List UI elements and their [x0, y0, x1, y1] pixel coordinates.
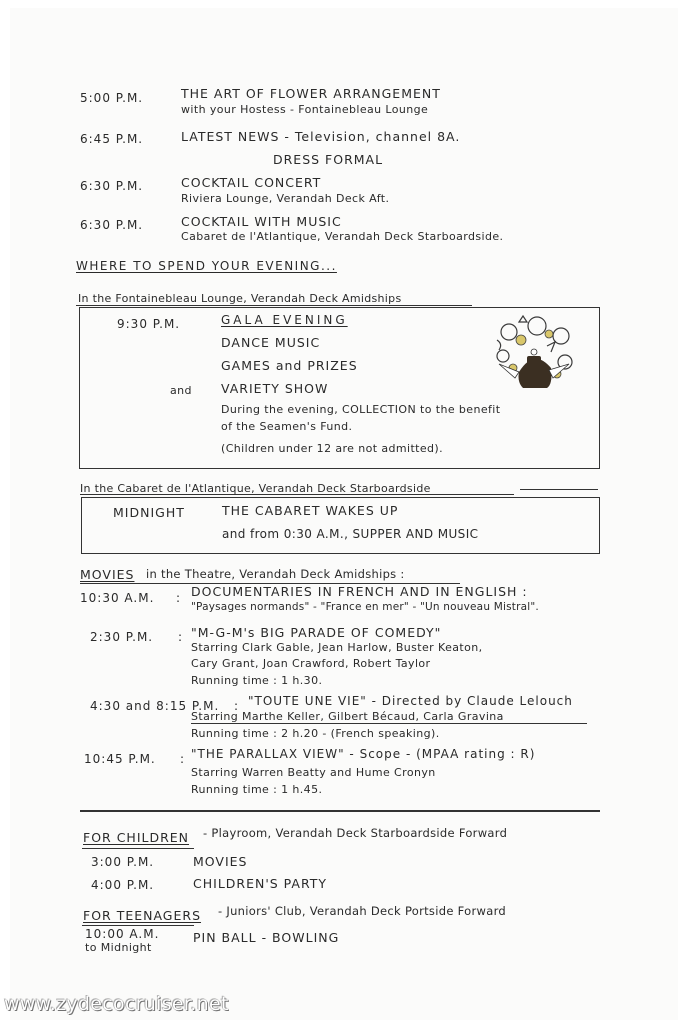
gala-illustration	[489, 312, 579, 394]
gala-and: and	[170, 384, 192, 397]
movie-title: "TOUTE UNE VIE" - Directed by Claude Lelouch	[248, 694, 573, 708]
program-time: 6:45 P.M.	[80, 132, 144, 146]
watermark-text: www.zydecocruiser.net	[4, 993, 229, 1015]
gala-note: of the Seamen's Fund.	[221, 420, 353, 433]
movie-detail: Starring Clark Gable, Jean Harlow, Buster Keaton,	[191, 641, 483, 654]
movie-colon: :	[176, 591, 181, 605]
location-rule	[80, 494, 514, 495]
children-activity: MOVIES	[193, 854, 248, 869]
movie-colon: :	[178, 630, 183, 644]
children-time: 3:00 P.M.	[91, 855, 155, 869]
location-rule	[520, 489, 598, 490]
gala-time: 9:30 P.M.	[117, 317, 181, 331]
teenagers-rule	[82, 925, 194, 926]
program-time: 6:30 P.M.	[80, 179, 144, 193]
movie-detail: Starring Marthe Keller, Gilbert Bécaud, Carla Gravina	[191, 710, 504, 723]
movie-time: 2:30 P.M.	[90, 630, 154, 644]
movie-time: 10:45 P.M.	[84, 752, 156, 766]
children-label: FOR CHILDREN	[83, 830, 190, 845]
movie-title: "THE PARALLAX VIEW" - Scope - (MPAA rating : R)	[191, 747, 536, 761]
movie-title: "M-G-M's BIG PARADE OF COMEDY"	[191, 625, 442, 640]
gala-note: (Children under 12 are not admitted).	[221, 442, 444, 455]
dress-code: DRESS FORMAL	[273, 152, 384, 167]
movies-label: MOVIES	[80, 567, 135, 582]
children-activity: CHILDREN'S PARTY	[193, 876, 328, 891]
movie-title: DOCUMENTARIES IN FRENCH AND IN ENGLISH :	[191, 584, 528, 599]
gala-item: GAMES and PRIZES	[221, 358, 358, 373]
teenagers-time: 10:00 A.M.	[85, 927, 160, 941]
teenagers-label: FOR TEENAGERS	[83, 908, 202, 923]
program-title: THE ART OF FLOWER ARRANGEMENT	[181, 86, 441, 101]
program-time: 5:00 P.M.	[80, 91, 144, 105]
movie-detail: Running time : 1 h.45.	[191, 783, 323, 796]
movie-detail: Running time : 2 h.20 - (French speaking).	[191, 727, 440, 740]
movie-detail: Cary Grant, Joan Crawford, Robert Taylor	[191, 657, 431, 670]
movies-location: in the Theatre, Verandah Deck Amidships :	[146, 567, 405, 581]
program-title: LATEST NEWS - Television, channel 8A.	[181, 129, 461, 144]
movie-detail: "Paysages normands" - "France en mer" - "Un nouveau Mistral".	[191, 601, 539, 613]
teenagers-activity: PIN BALL - BOWLING	[193, 930, 340, 945]
evening-heading: WHERE TO SPEND YOUR EVENING...	[76, 259, 337, 273]
program-detail: with your Hostess - Fontainebleau Lounge	[181, 103, 429, 116]
gala-item: VARIETY SHOW	[221, 381, 329, 396]
lounge-location: In the Fontainebleau Lounge, Verandah Deck Amidships	[78, 292, 402, 305]
movie-time: 10:30 A.M.	[80, 591, 155, 605]
program-title: COCKTAIL WITH MUSIC	[181, 214, 342, 229]
program-detail: Riviera Lounge, Verandah Deck Aft.	[181, 192, 390, 205]
movie-detail: Starring Warren Beatty and Hume Cronyn	[191, 766, 436, 779]
teenagers-location: - Juniors' Club, Verandah Deck Portside Forward	[218, 904, 506, 918]
movie-colon: :	[234, 699, 239, 713]
teenagers-time-end: to Midnight	[85, 941, 152, 954]
movie-time: 4:30 and 8:15 P.M.	[90, 699, 220, 713]
cabaret-time: MIDNIGHT	[113, 505, 185, 520]
gala-note: During the evening, COLLECTION to the benefit	[221, 403, 501, 416]
program-title: COCKTAIL CONCERT	[181, 175, 322, 190]
location-rule	[76, 305, 472, 306]
movie-colon: :	[180, 752, 185, 766]
section-divider	[80, 810, 600, 812]
program-time: 6:30 P.M.	[80, 218, 144, 232]
program-detail: Cabaret de l'Atlantique, Verandah Deck Starboardside.	[181, 230, 504, 243]
children-time: 4:00 P.M.	[91, 878, 155, 892]
cabaret-title: THE CABARET WAKES UP	[222, 503, 399, 518]
cabaret-location: In the Cabaret de l'Atlantique, Verandah Deck Starboardside	[80, 482, 431, 495]
movie-detail: Running time : 1 h.30.	[191, 674, 323, 687]
gala-item: DANCE MUSIC	[221, 335, 321, 350]
movie-rule	[191, 723, 587, 724]
children-location: - Playroom, Verandah Deck Starboardside Forward	[203, 826, 508, 840]
cabaret-detail: and from 0:30 A.M., SUPPER AND MUSIC	[222, 527, 479, 541]
children-rule	[82, 848, 194, 849]
gala-title: GALA EVENING	[221, 313, 348, 327]
